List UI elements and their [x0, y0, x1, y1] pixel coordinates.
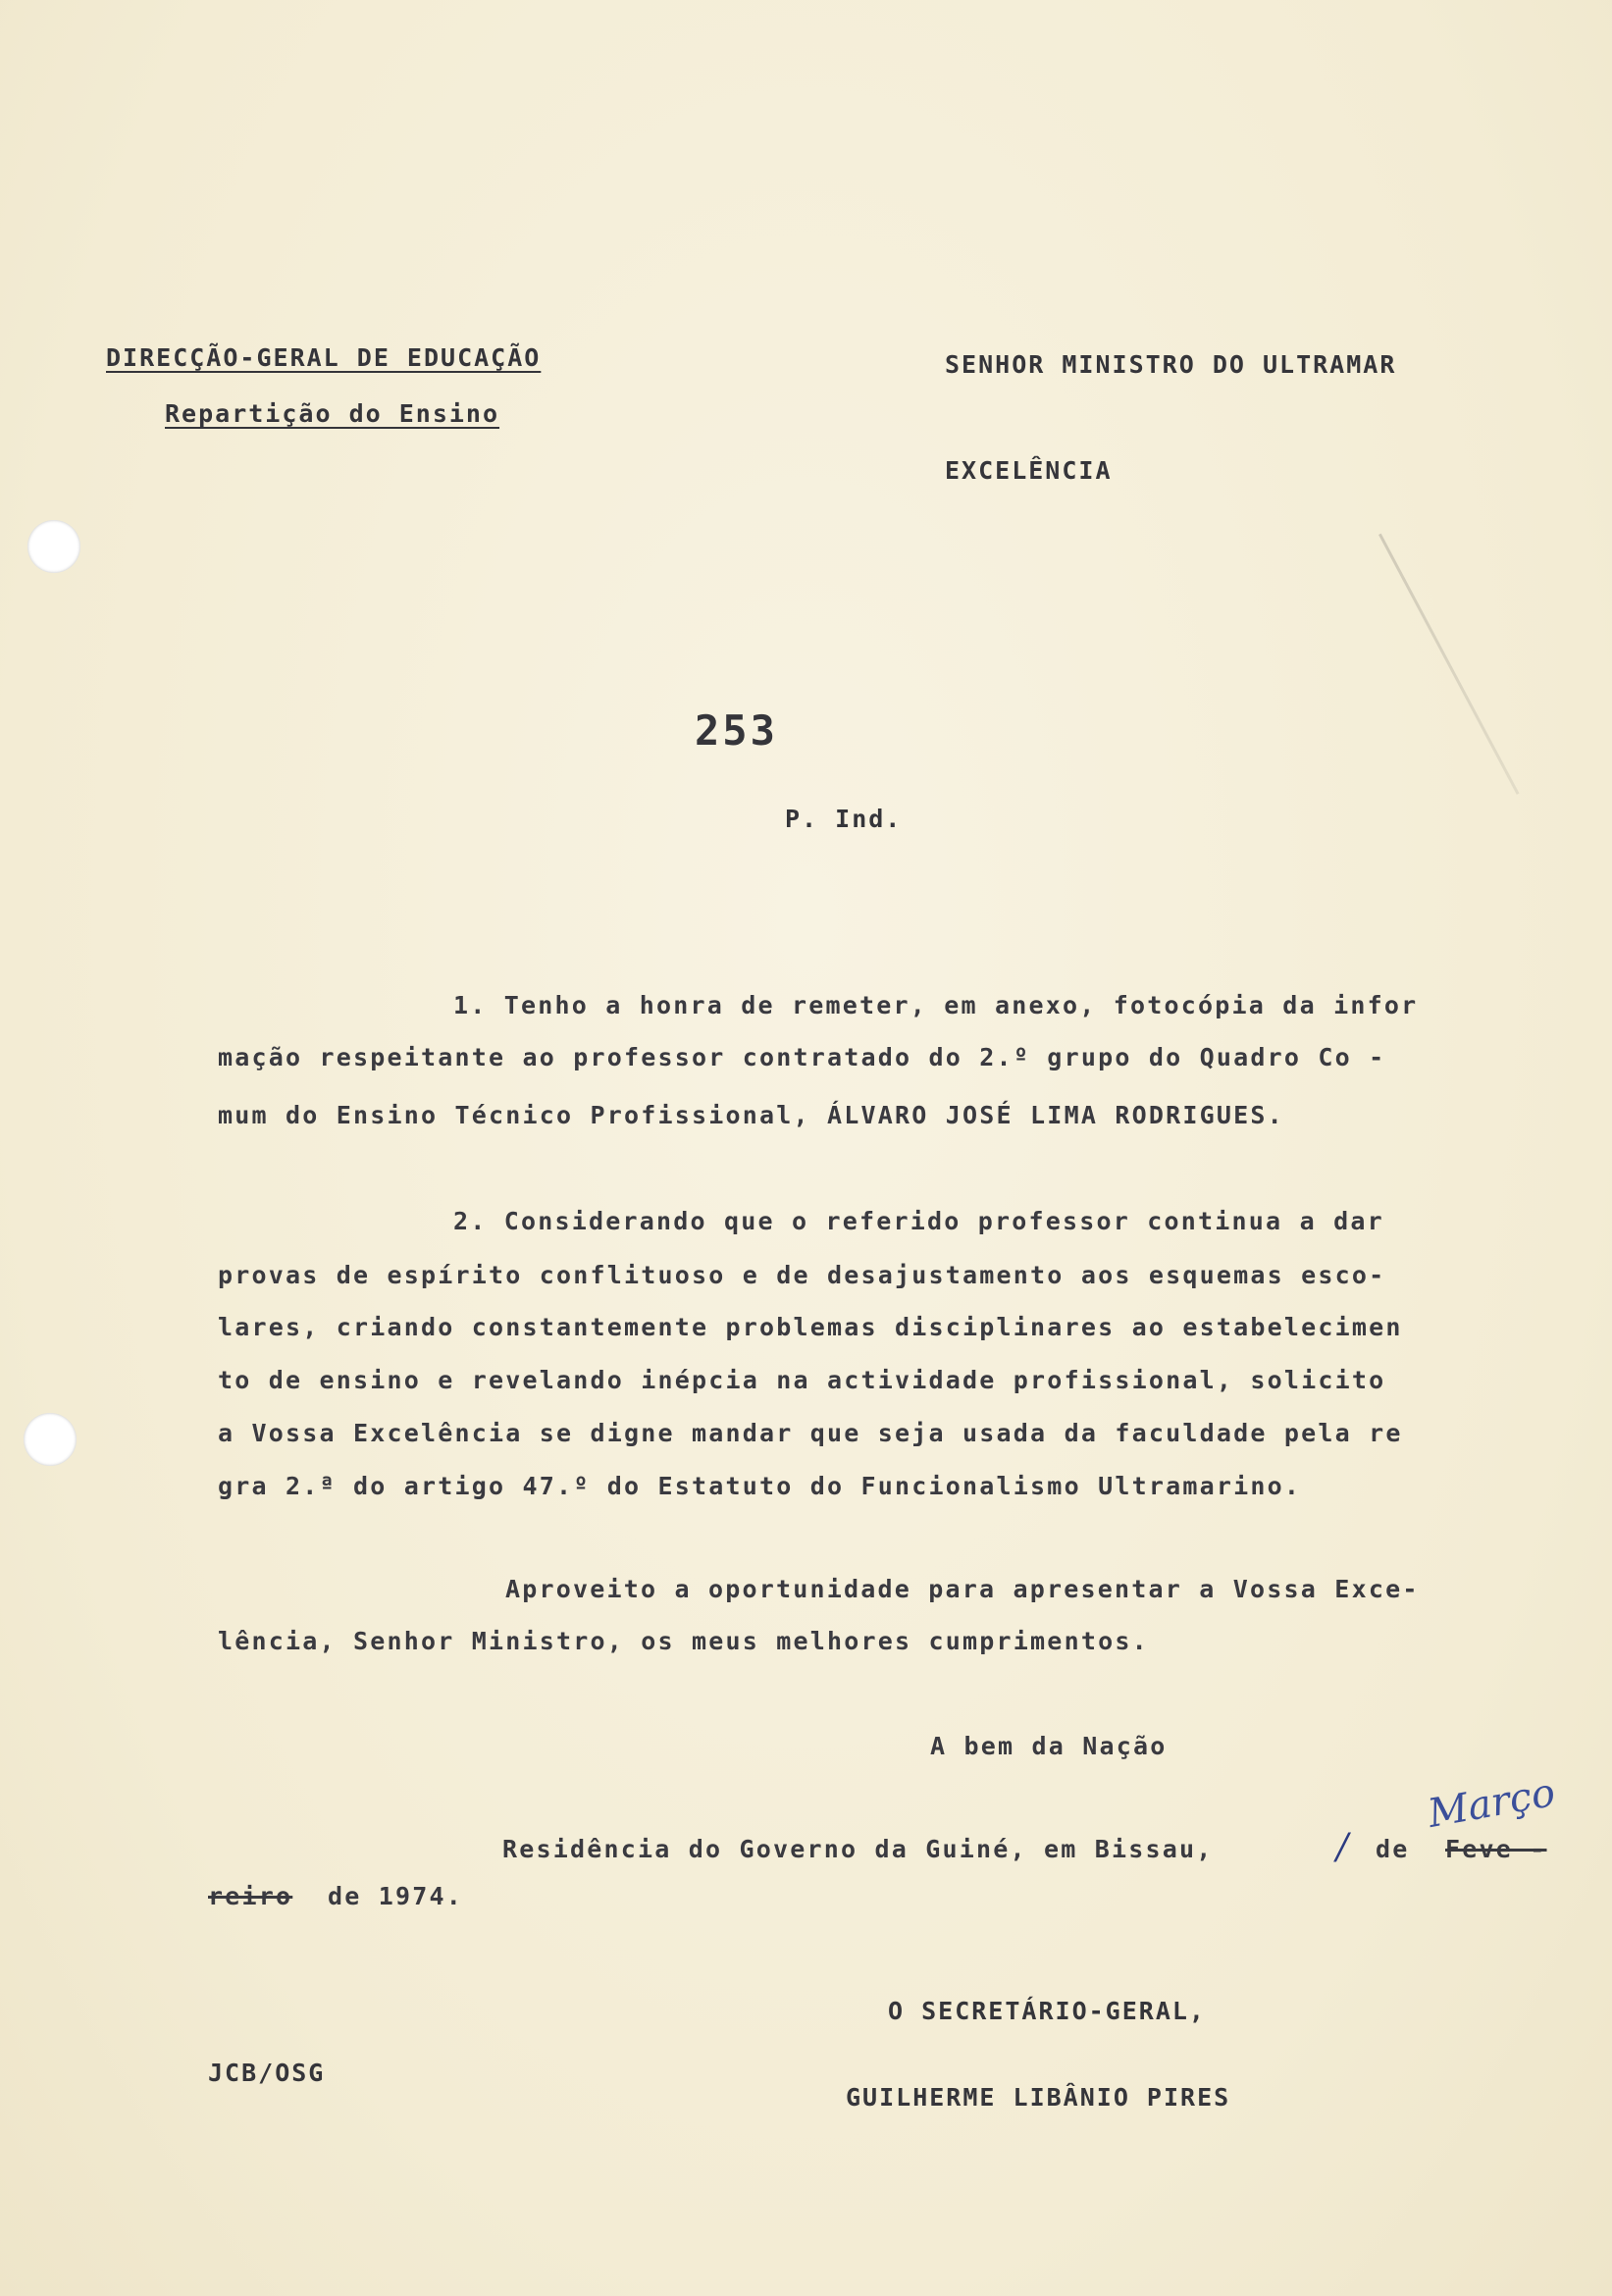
date-de: de — [1376, 1835, 1410, 1863]
para3-line1: Aproveito a oportunidade para apresentar a Vossa Exce- — [505, 1575, 1420, 1603]
handwritten-month: Março — [1424, 1770, 1559, 1837]
para3-line2: lência, Senhor Ministro, os meus melhores cumprimentos. — [218, 1627, 1149, 1655]
signatory-title: O SECRETÁRIO-GERAL, — [888, 1997, 1206, 2025]
para2-line4: to de ensino e revelando inépcia na actividade profissional, solicito — [218, 1366, 1386, 1394]
para1-line2: mação respeitante ao professor contratado do 2.º grupo do Quadro Co - — [218, 1043, 1386, 1071]
para2-line6: gra 2.ª do artigo 47.º do Estatuto do Funcionalismo Ultramarino. — [218, 1472, 1302, 1500]
punch-hole-bottom — [24, 1413, 77, 1466]
struck-month-part2: reiro — [208, 1882, 293, 1910]
signatory-name: GUILHERME LIBÂNIO PIRES — [846, 2083, 1231, 2112]
year-text: de 1974. — [328, 1882, 464, 1910]
place-date-line: Residência do Governo da Guiné, em Bissau, — [502, 1835, 1214, 1863]
department-heading: DIRECÇÃO-GERAL DE EDUCAÇÃO — [106, 343, 542, 372]
para1-line1: 1. Tenho a honra de remeter, em anexo, fotocópia da infor — [453, 991, 1419, 1019]
para2-line5: a Vossa Excelência se digne mandar que seja usada da faculdade pela re — [218, 1419, 1403, 1447]
struck-month-part1: Feve - — [1445, 1835, 1547, 1863]
section-heading: Repartição do Ensino — [165, 399, 500, 428]
closing-motto: A bem da Nação — [930, 1732, 1168, 1760]
para2-line1: 2. Considerando que o referido professor continua a dar — [453, 1207, 1384, 1235]
para1-line3: mum do Ensino Técnico Profissional, ÁLVARO JOSÉ LIMA RODRIGUES. — [218, 1101, 1284, 1129]
document-number: 253 — [695, 706, 778, 755]
para2-line3: lares, criando constantemente problemas disciplinares ao estabelecimen — [218, 1313, 1403, 1341]
para2-line2: provas de espírito conflituoso e de desajustamento aos esquemas esco- — [218, 1261, 1386, 1289]
reference-initials: JCB/OSG — [208, 2059, 326, 2087]
classification: P. Ind. — [785, 805, 903, 833]
salutation: EXCELÊNCIA — [945, 456, 1113, 485]
punch-hole-top — [27, 520, 80, 573]
handwritten-day: / — [1336, 1827, 1349, 1867]
addressee: SENHOR MINISTRO DO ULTRAMAR — [945, 350, 1397, 379]
